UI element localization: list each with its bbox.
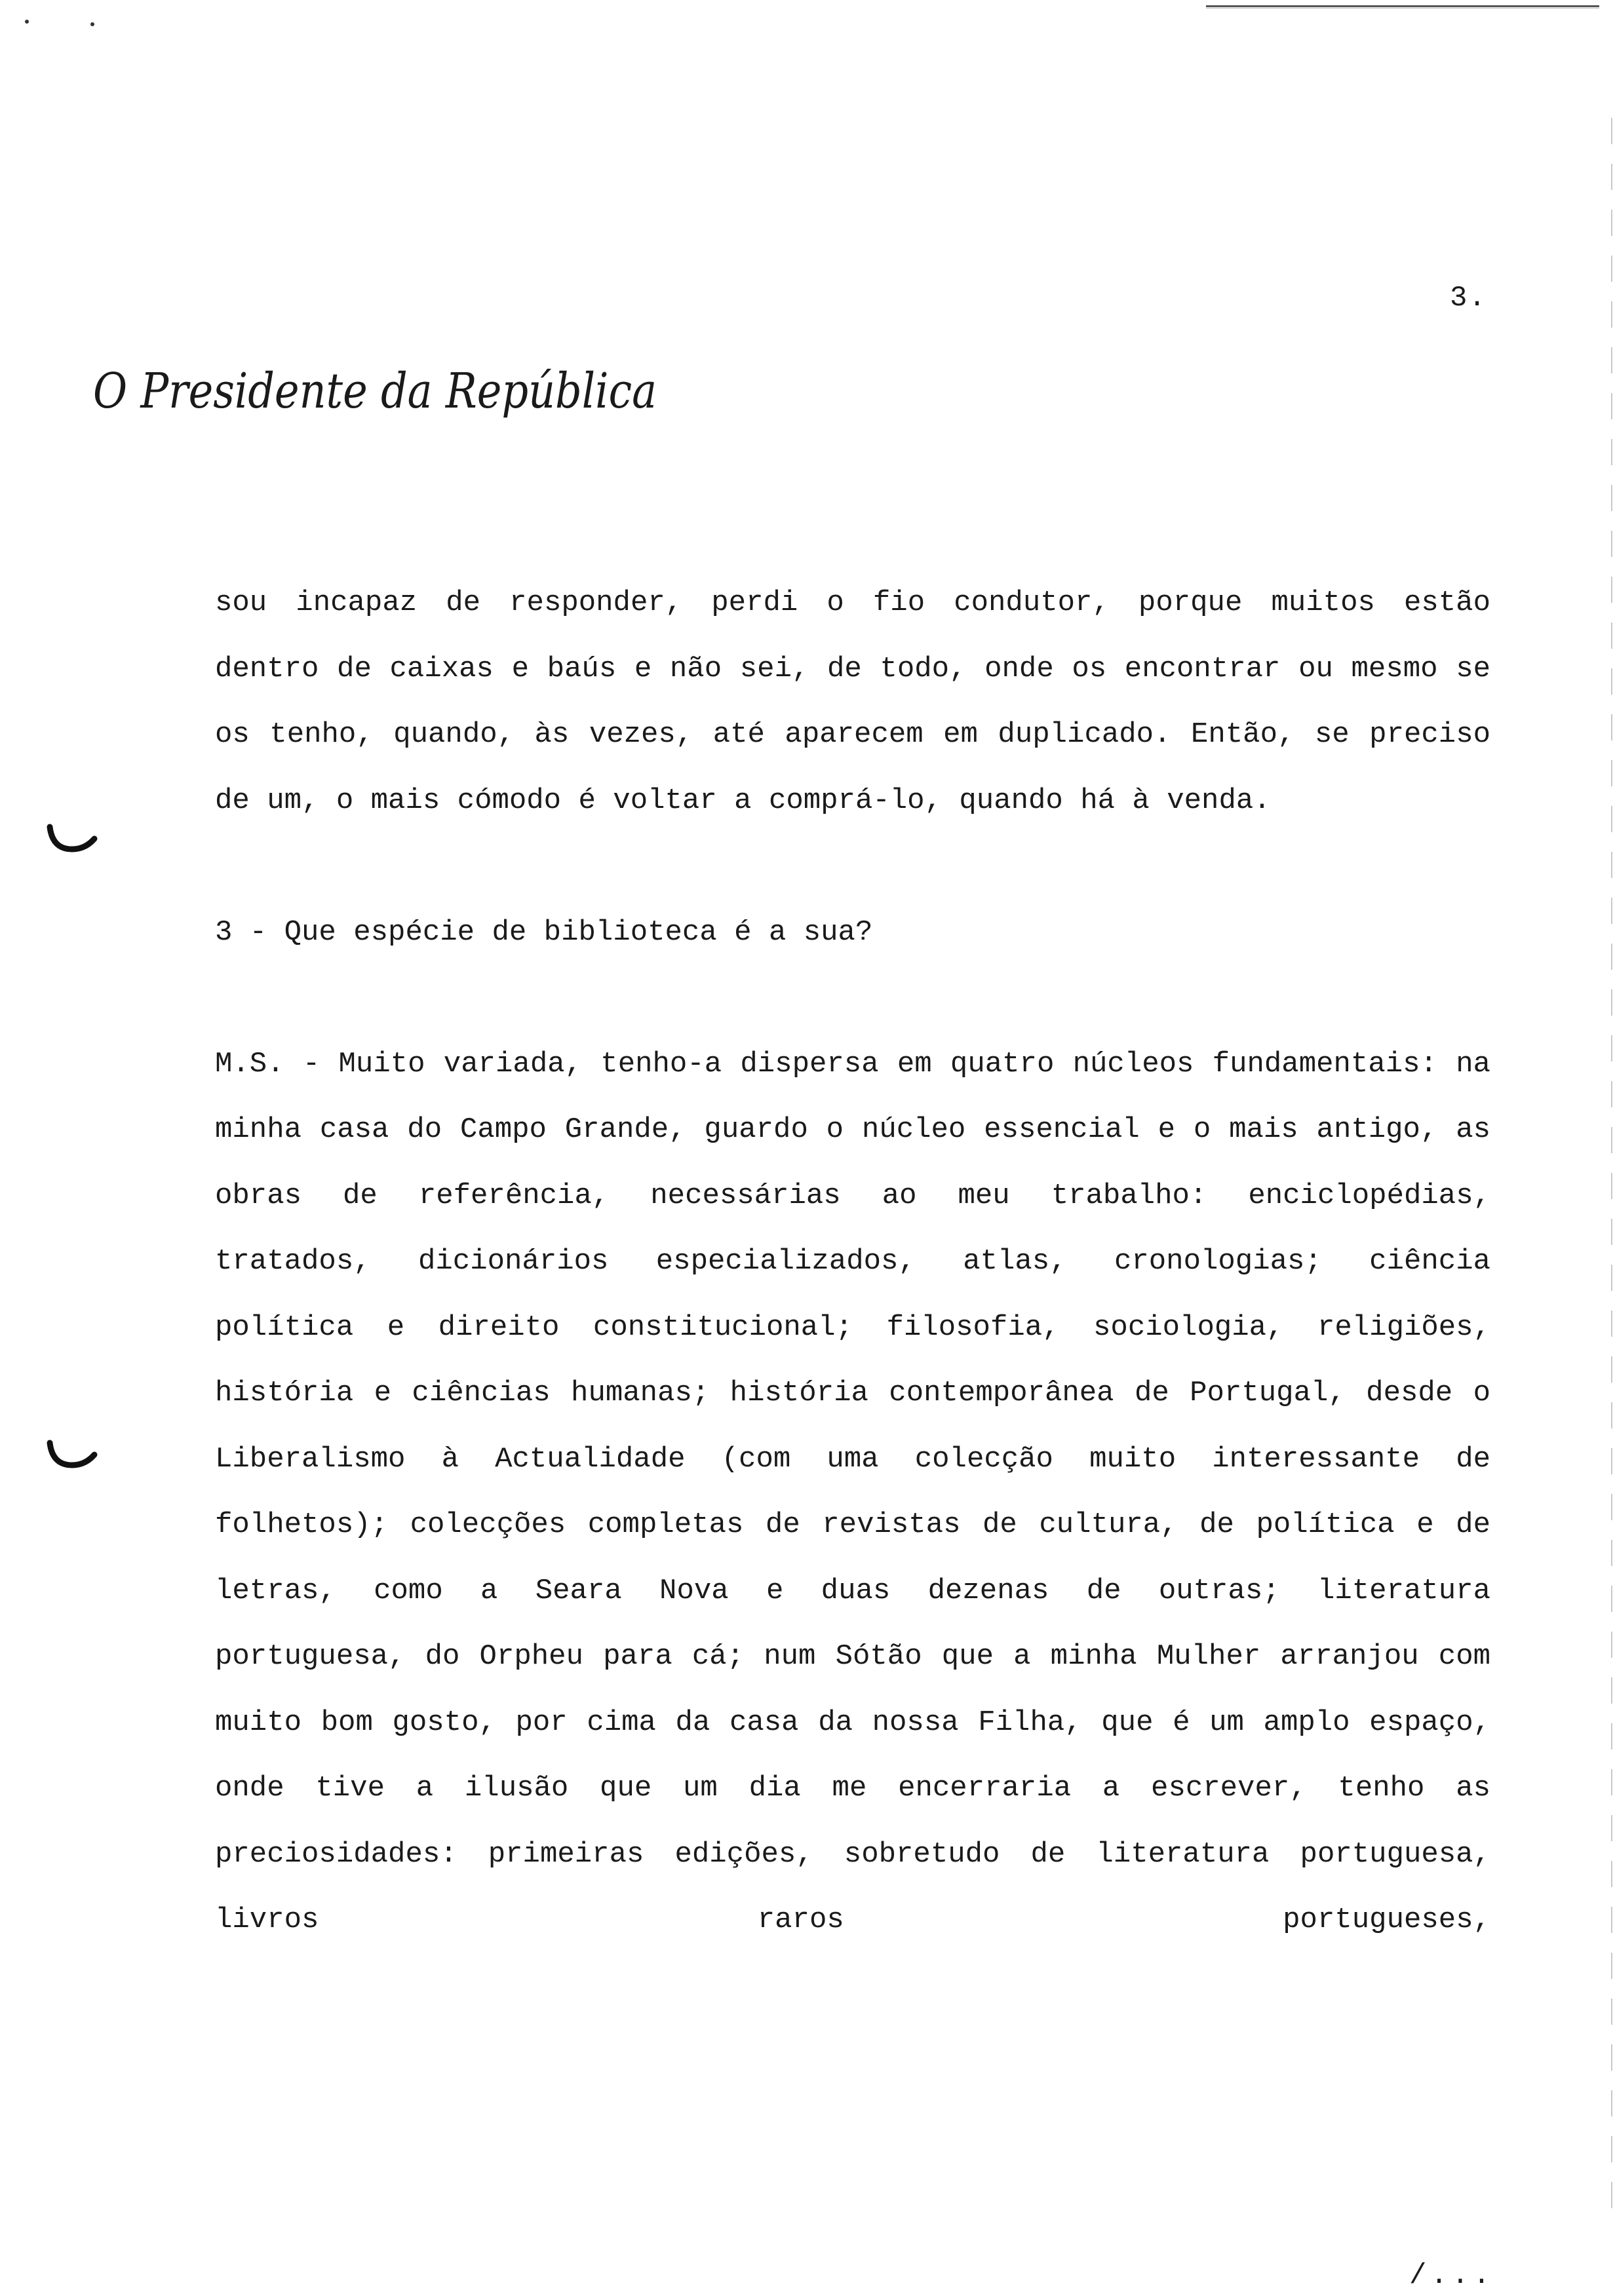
binder-hole-mark-upper <box>46 823 98 856</box>
answer-3: M.S. - Muito variada, tenho-a dispersa em quatro núcleos fundamentais: na minha casa do Campo Grande, guardo o núcleo essencial e o mais antigo, as obras de referência, necessárias ao meu trabalho: enciclopédias, tratados, dicionários especializados, atlas, cronologias; ciência política e direito constitucional; filosofia, sociologia, religiões, história e ciências humanas; história contemporânea de Portugal, desde o Liberalismo à Actualidade (com uma colecção muito interessante de folhetos); colecções completas de revistas de cultura, de política e de letras, como a Seara Nova e duas dezenas de outras; literatura portuguesa, do Orpheu para cá; num Sótão que a minha Mulher arranjou com muito bom gosto, por cima da casa da nossa Filha, que é um amplo espaço, onde tive a ilusão que um dia me encerraria a escrever, tenho as preciosidades: primeiras edições, sobretudo de literatura portuguesa, livros raros portugueses, <box>215 1047 1490 1936</box>
binder-hole-mark-lower <box>46 1439 98 1472</box>
continuation-mark: /... <box>1409 2259 1494 2292</box>
scan-speck <box>90 22 94 26</box>
scan-top-rule-faint <box>1206 8 1599 9</box>
letterhead-text: O Presidente da República <box>93 363 657 419</box>
scan-speck <box>25 20 29 24</box>
page-number: 3. <box>1450 282 1487 315</box>
paragraph-1: sou incapaz de responder, perdi o fio condutor, porque muitos estão dentro de caixas e baús e não sei, de todo, onde os encontrar ou mesmo se os tenho, quando, às vezes, até aparecem em duplicado. Então, se preciso de um, o mais cómodo é voltar a comprá-lo, quando há à venda. <box>215 586 1490 817</box>
letterhead-script-logo <box>90 354 667 426</box>
letter-body <box>215 570 1490 1953</box>
letterhead-script-svg <box>90 354 667 426</box>
scan-top-rule <box>1206 5 1599 7</box>
paragraph-gap <box>215 833 1490 900</box>
scan-edge-line <box>1611 118 1612 2215</box>
question-3: 3 - Que espécie de biblioteca é a sua? <box>215 915 873 949</box>
paragraph-gap <box>215 965 1490 1031</box>
